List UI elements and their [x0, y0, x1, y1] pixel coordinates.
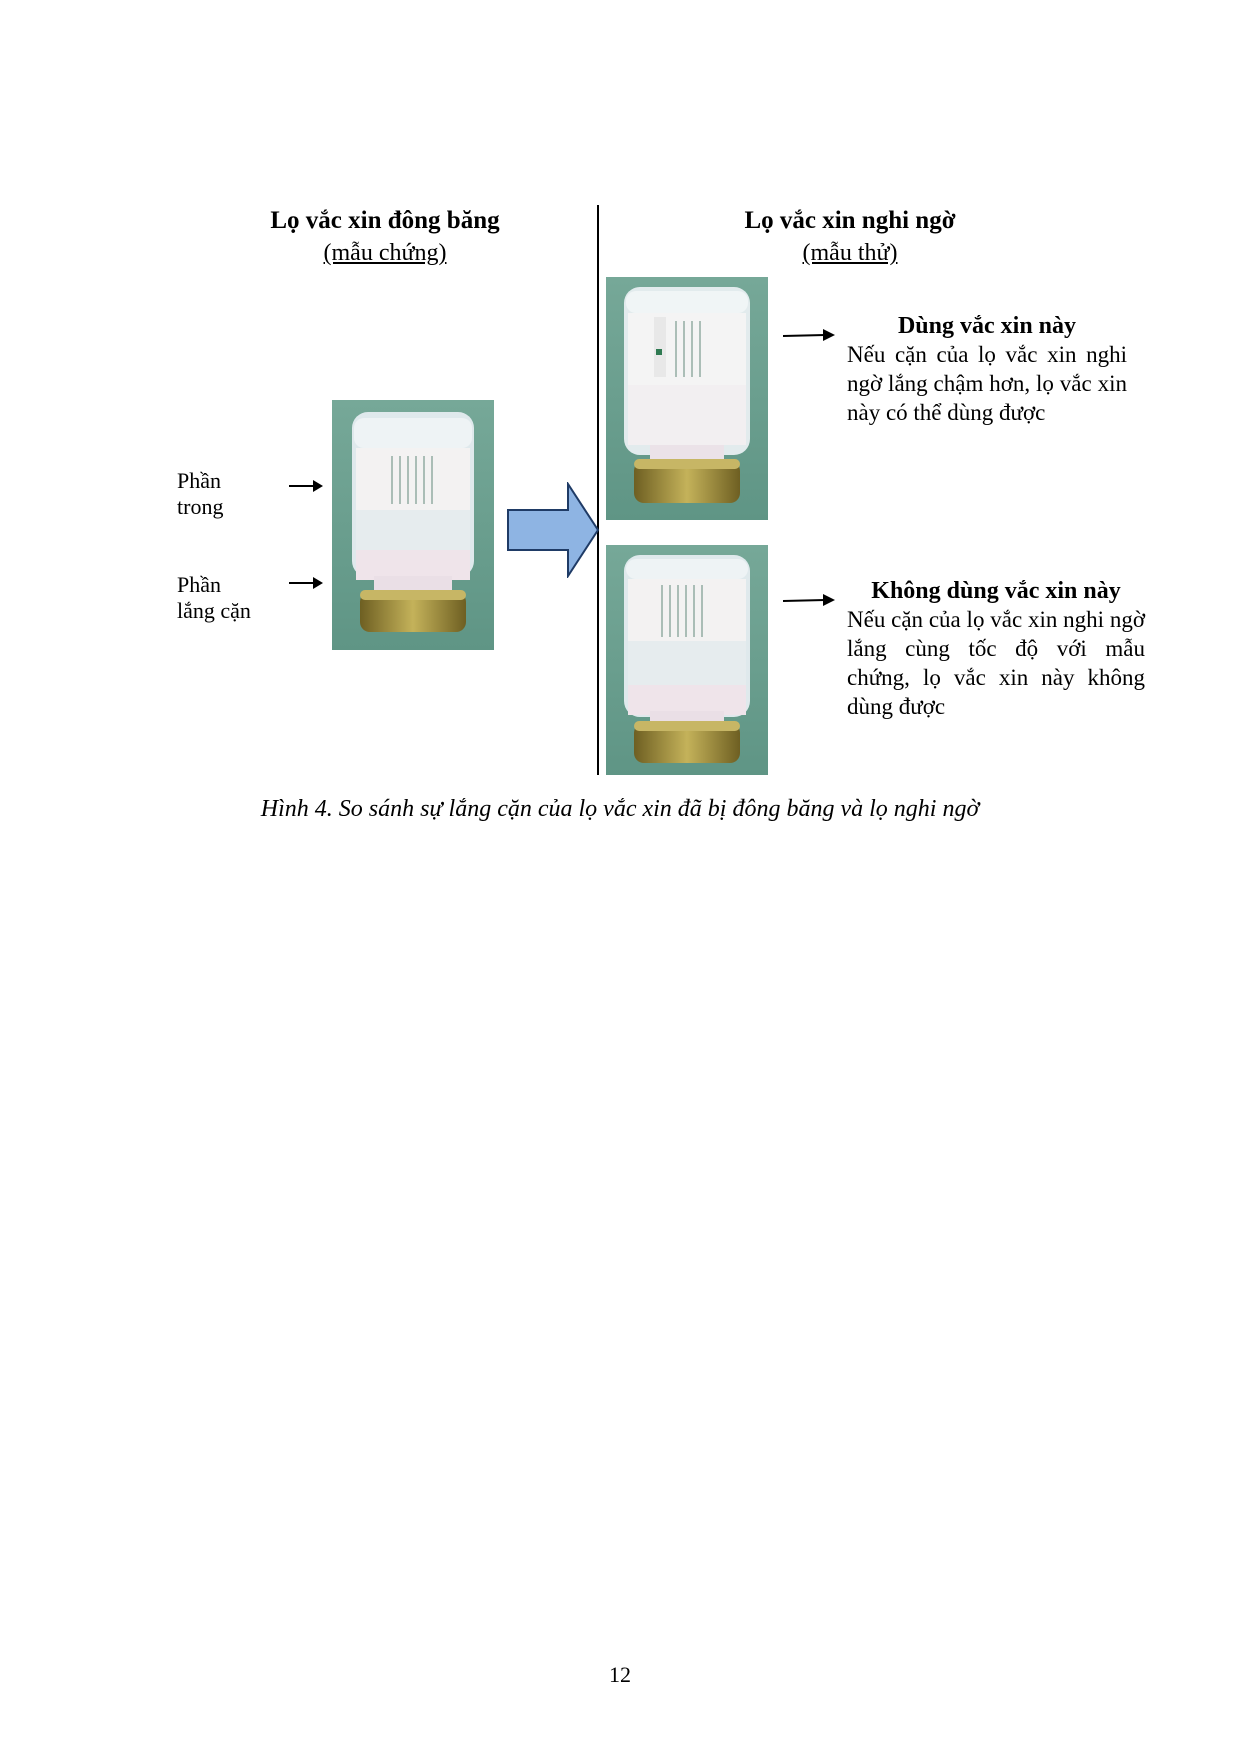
do-not-use-vaccine-explanation: Nếu cặn của lọ vắc xin nghi ngờ lắng cùng tốc độ với mẫu chứng, lọ vắc xin này không dùng được	[847, 607, 1145, 719]
sediment-part-label: Phần lắng cặn	[177, 572, 251, 623]
test-vial-top-photo	[606, 277, 768, 520]
test-top-arrow-icon	[783, 327, 837, 343]
control-vial-photo	[332, 400, 494, 650]
control-vial-subtitle: (mẫu chứng)	[323, 240, 447, 266]
control-vial-title: Lọ vắc xin đông băng	[270, 207, 500, 234]
use-vaccine-verdict: Dùng vắc xin này	[897, 313, 1077, 339]
clear-part-label: Phần trong	[177, 468, 224, 519]
do-not-use-vaccine-verdict: Không dùng vắc xin này	[871, 578, 1121, 604]
test-vial-subtitle: (mẫu thử)	[802, 240, 898, 266]
comparison-flow-arrow-icon	[506, 482, 600, 578]
test-bottom-arrow-icon	[783, 592, 837, 608]
test-vial-title: Lọ vắc xin nghi ngờ	[744, 207, 956, 234]
clear-part-arrow-icon	[289, 478, 325, 494]
page-number: 12	[609, 1662, 631, 1687]
test-vial-bottom-photo	[606, 545, 768, 775]
use-vaccine-explanation: Nếu cặn của lọ vắc xin nghi ngờ lắng chậm hơn, lọ vắc xin này có thể dùng được	[847, 342, 1127, 425]
figure-caption: Hình 4. So sánh sự lắng cặn của lọ vắc xin đã bị đông băng và lọ nghi ngờ	[260, 796, 980, 822]
sediment-part-arrow-icon	[289, 575, 325, 591]
